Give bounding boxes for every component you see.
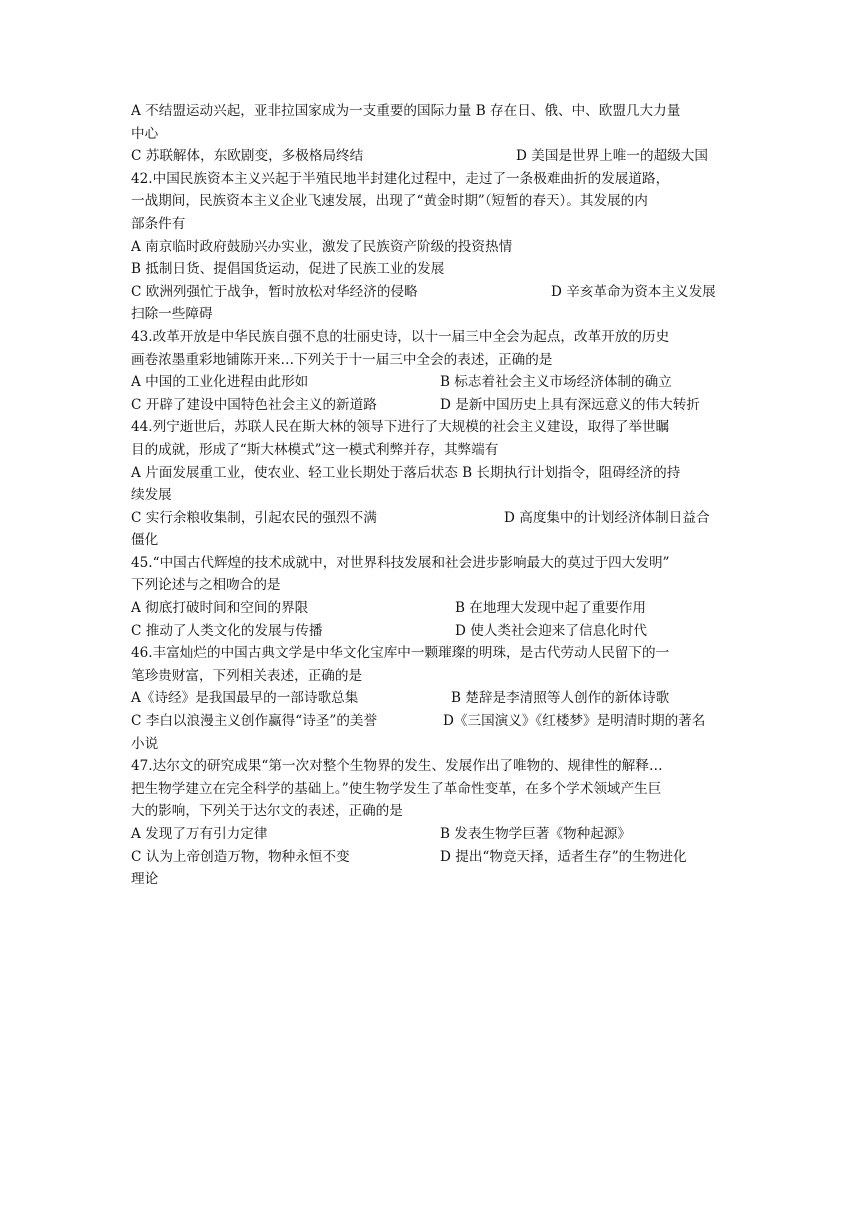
option-row	[131, 394, 737, 417]
option-row	[131, 145, 737, 168]
option-d: D 辛亥革命为资本主义发展	[551, 283, 716, 300]
question-block-47	[131, 755, 737, 891]
exam-page	[131, 100, 737, 891]
question-block-46	[131, 642, 737, 755]
question-stem-line: 画卷浓墨重彩地铺陈开来…下列关于十一届三中全会的表述，正确的是	[131, 351, 553, 368]
option-c: C 欧洲列强忙于战争，暂时放松对华经济的侵略	[131, 283, 418, 300]
option-continuation: 扫除一些障碍	[131, 306, 213, 323]
option-c: C 认为上帝创造万物，物种永恒不变	[131, 848, 350, 865]
option-row	[131, 620, 737, 643]
question-stem-line: 46.丰富灿烂的中国古典文学是中华文化宝库中一颗璀璨的明珠，是古代劳动人民留下的一	[131, 645, 670, 662]
option-continuation: 僵化	[131, 532, 159, 549]
option-line: A 不结盟运动兴起，亚非拉国家成为一支重要的国际力量 B 存在日、俄、中、欧盟几大力量	[131, 103, 681, 119]
option-continuation: 续发展	[131, 487, 172, 504]
option-row	[131, 823, 737, 846]
option-c: C 李白以浪漫主义创作赢得“诗圣”的美誉	[131, 713, 378, 730]
question-stem-line: 42.中国民族资本主义兴起于半殖民地半封建化过程中，走过了一条极难曲折的发展道路，	[131, 170, 670, 187]
option-row	[131, 846, 737, 869]
option-c: C 苏联解体，东欧剧变，多极格局终结	[131, 148, 364, 165]
question-block-42	[131, 168, 737, 326]
option-b: B 楚辞是李清照等人创作的新体诗歌	[451, 690, 670, 707]
option-d: D 提出“物竞天择，适者生存”的生物进化	[440, 848, 687, 865]
option-a: A 发现了万有引力定律	[131, 826, 268, 842]
question-stem-line: 44.列宁逝世后，苏联人民在斯大林的领导下进行了大规模的社会主义建设，取得了举世瞩	[131, 419, 670, 436]
option-row	[131, 281, 737, 304]
option-a-b-line: A 片面发展重工业，使农业、轻工业长期处于落后状态 B 长期执行计划指令，阻碍经济的持	[131, 464, 681, 481]
question-stem-line: 47.达尔文的研究成果“第一次对整个生物界的发生、发展作出了唯物的、规律性的解释…	[131, 758, 663, 775]
question-block-44	[131, 416, 737, 552]
option-d: D 使人类社会迎来了信息化时代	[455, 622, 647, 639]
option-c: C 推动了人类文化的发展与传播	[131, 622, 323, 639]
option-continuation: 理论	[131, 871, 159, 888]
question-stem-line: 下列论述与之相吻合的是	[131, 577, 281, 594]
question-block-41-tail	[131, 100, 737, 168]
option-a: A 南京临时政府鼓励兴办实业，激发了民族资产阶级的投资热情	[131, 238, 513, 255]
option-c: C 实行余粮收集制，引起农民的强烈不满	[131, 509, 377, 526]
question-stem-line: 把生物学建立在完全科学的基础上。”使生物学发生了革命性变革，在多个学术领域产生巨	[131, 780, 662, 797]
question-stem-line: 45.“中国古代辉煌的技术成就中，对世界科技发展和社会进步影响最大的莫过于四大发明”	[131, 554, 670, 571]
option-row	[131, 371, 737, 394]
question-stem-line: 部条件有	[131, 215, 186, 232]
option-a: A《诗经》是我国最早的一部诗歌总集	[131, 690, 359, 707]
option-row	[131, 597, 737, 620]
option-d: D《三国演义》《红楼梦》是明清时期的著名	[443, 713, 706, 730]
option-d: D 是新中国历史上具有深远意义的伟大转折	[440, 396, 700, 413]
option-row	[131, 507, 737, 530]
option-c: C 开辟了建设中国特色社会主义的新道路	[131, 396, 377, 413]
question-block-43	[131, 326, 737, 416]
option-row	[131, 710, 737, 733]
option-continuation: 小说	[131, 735, 159, 752]
option-b: B 抵制日货、提倡国货运动，促进了民族工业的发展	[131, 261, 445, 278]
option-a: A 中国的工业化进程由此形如	[131, 374, 309, 391]
option-d: D 高度集中的计划经济体制日益合	[504, 509, 710, 526]
option-a: A 彻底打破时间和空间的界限	[131, 600, 309, 617]
question-stem-line: 43.改革开放是中华民族自强不息的壮丽史诗，以十一届三中全会为起点，改革开放的历史	[131, 328, 670, 345]
option-d: D 美国是世界上唯一的超级大国	[516, 148, 708, 165]
option-b: B 发表生物学巨著《物种起源》	[440, 826, 632, 842]
question-block-45	[131, 552, 737, 642]
option-line: 中心	[131, 125, 159, 142]
option-row	[131, 687, 737, 710]
question-stem-line: 一战期间，民族资本主义企业飞速发展，出现了“黄金时期”（短暂的春天）。其发展的内	[131, 193, 648, 210]
option-b: B 标志着社会主义市场经济体制的确立	[440, 374, 672, 391]
question-stem-line: 目的成就，形成了“斯大林模式”这一模式利弊并存，其弊端有	[131, 441, 499, 458]
question-stem-line: 笔珍贵财富，下列相关表述，正确的是	[131, 667, 363, 684]
question-stem-line: 大的影响，下列关于达尔文的表述，正确的是	[131, 803, 403, 820]
option-b: B 在地理大发现中起了重要作用	[455, 600, 647, 617]
